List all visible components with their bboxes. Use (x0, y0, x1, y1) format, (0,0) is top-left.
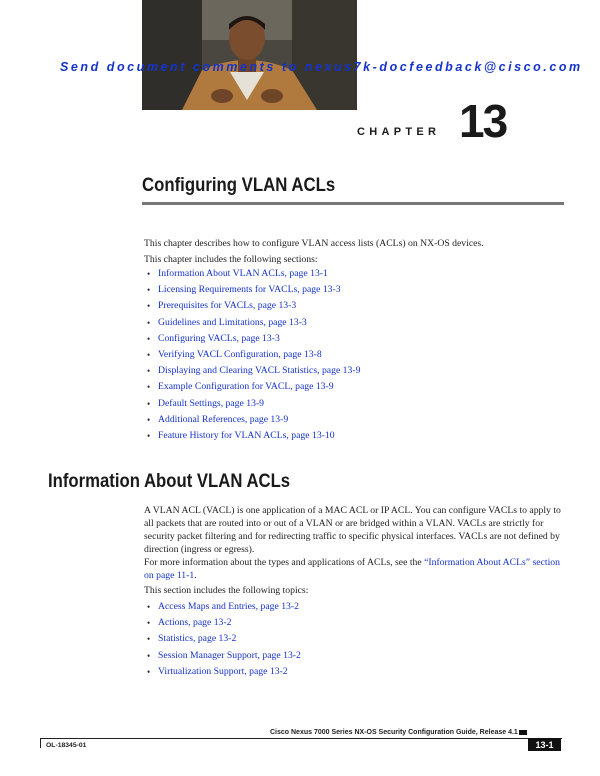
reference-prefix: For more information about the types and applications of ACLs, see the (144, 557, 425, 568)
footer-marker (519, 730, 527, 735)
topic-link[interactable]: • Statistics, page 13-2 (142, 631, 562, 647)
topic-link[interactable]: • Access Maps and Entries, page 13-2 (142, 599, 562, 615)
toc-link[interactable]: • Guidelines and Limitations, page 13-3 (142, 315, 562, 331)
chapter-label: CHAPTER (357, 126, 441, 138)
toc-link[interactable]: • Additional References, page 13-9 (142, 412, 562, 428)
chapter-toc-list (142, 266, 562, 444)
footer-divider (40, 738, 562, 739)
section-reference-paragraph (144, 556, 564, 582)
chapter-intro (144, 237, 564, 266)
toc-link[interactable]: • Example Configuration for VACL, page 13-9 (142, 379, 562, 395)
chapter-title: Configuring VLAN ACLs (142, 174, 336, 196)
chapter-photo (142, 0, 357, 110)
toc-link[interactable]: • Verifying VACL Configuration, page 13-8 (142, 347, 562, 363)
topic-link[interactable]: • Virtualization Support, page 13-2 (142, 664, 562, 680)
topics-intro: This section includes the following topics: (144, 585, 309, 596)
toc-link[interactable]: • Displaying and Clearing VACL Statistics, page 13-9 (142, 363, 562, 379)
intro-paragraph: This chapter describes how to configure VLAN access lists (ACLs) on NX-OS devices. (144, 238, 484, 249)
footer-doc-id: OL-18345-01 (46, 742, 87, 749)
reference-suffix: . (194, 570, 197, 581)
toc-link[interactable]: • Configuring VACLs, page 13-3 (142, 331, 562, 347)
toc-link[interactable]: • Feature History for VLAN ACLs, page 13-10 (142, 428, 562, 444)
title-divider (142, 202, 564, 205)
footer-guide-title: Cisco Nexus 7000 Series NX-OS Security Configuration Guide, Release 4.1 (270, 729, 518, 736)
cross-reference-link[interactable]: “Information About ACLs” section on page 11-1 (144, 557, 560, 581)
section-paragraph: A VLAN ACL (VACL) is one application of a MAC ACL or IP ACL. You can configure VACLs to apply to all packets that are routed into or out of a VLAN or are bridged within a VLAN. VACLs are strictly for security packet filtering and for redirecting traffic to specific physical interfaces. VACLs are not defined by direction (ingress or egress). (144, 505, 561, 555)
person-photo-illustration (142, 0, 357, 110)
toc-link[interactable]: • Licensing Requirements for VACLs, page 13-3 (142, 282, 562, 298)
section-topic-list (142, 599, 562, 680)
footer-left-tick (40, 738, 41, 748)
topic-link[interactable]: • Session Manager Support, page 13-2 (142, 648, 562, 664)
page-number: 13-1 (528, 738, 561, 751)
feedback-banner[interactable]: Send document comments to nexus7k-docfeedback@cisco.com (60, 60, 583, 74)
toc-link[interactable]: • Information About VLAN ACLs, page 13-1 (142, 266, 562, 282)
topic-link[interactable]: • Actions, page 13-2 (142, 615, 562, 631)
toc-link[interactable]: • Prerequisites for VACLs, page 13-3 (142, 298, 562, 314)
chapter-number: 13 (459, 95, 507, 147)
section-title: Information About VLAN ACLs (48, 471, 291, 492)
includes-paragraph: This chapter includes the following sections: (144, 254, 318, 265)
toc-link[interactable]: • Default Settings, page 13-9 (142, 396, 562, 412)
